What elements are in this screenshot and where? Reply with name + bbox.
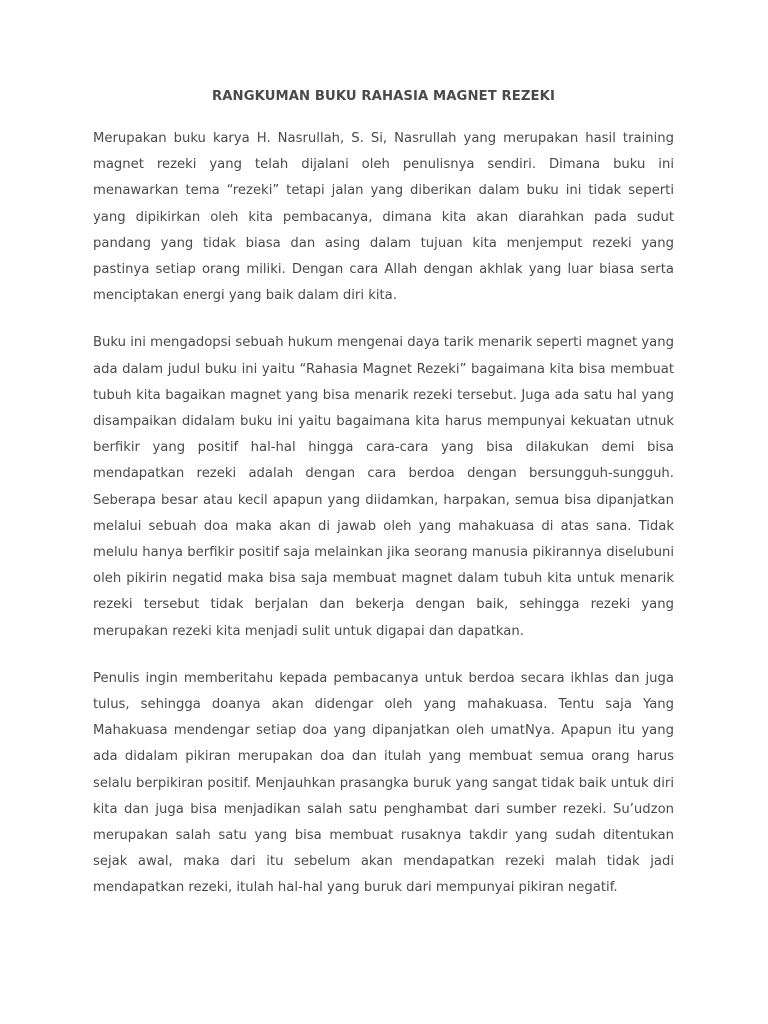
paragraph-2: Buku ini mengadopsi sebuah hukum mengenai daya tarik menarik seperti magnet yang ada dalam judul buku ini yaitu “Rahasia Magnet Rezeki” bagaimana kita bisa membuat tubuh kita bagaikan magnet yang bisa menarik rezeki tersebut. Juga ada satu hal yang disampaikan didalam buku ini yaitu bagaimana kita harus mempunyai kekuatan utnuk berfikir yang positif hal-hal hingga cara-cara yang bisa dilakukan demi bisa mendapatkan rezeki adalah dengan cara berdoa dengan bersungguh-sungguh. Seberapa besar atau kecil apapun yang diidamkan, harpakan, semua bisa dipanjatkan melalui sebuah doa maka akan di jawab oleh yang mahakuasa di atas sana. Tidak melulu hanya berfikir positif saja melainkan jika seorang manusia pikirannya diselubuni oleh pikirin negatid maka bisa saja membuat magnet dalam tubuh kita untuk menarik rezeki tersebut tidak berjalan dan bekerja dengan baik, sehingga rezeki yang merupakan rezeki kita menjadi sulit untuk digapai dan dapatkan.	[93, 335, 674, 639]
document-title: RANGKUMAN BUKU RAHASIA MAGNET REZEKI	[212, 89, 555, 104]
paragraph-1: Merupakan buku karya H. Nasrullah, S. Si, Nasrullah yang merupakan hasil training magnet rezeki yang telah dijalani oleh penulisnya sendiri. Dimana buku ini menawarkan tema “rezeki” tetapi jalan yang diberikan dalam buku ini tidak seperti yang dipikirkan oleh kita pembacanya, dimana kita akan diarahkan pada sudut pandang yang tidak biasa dan asing dalam tujuan kita menjemput rezeki yang pastinya setiap orang miliki. Dengan cara Allah dengan akhlak yang luar biasa serta menciptakan energi yang baik dalam diri kita.	[93, 131, 674, 304]
paragraph-3: Penulis ingin memberitahu kepada pembacanya untuk berdoa secara ikhlas dan juga tulus, sehingga doanya akan didengar oleh yang mahakuasa. Tentu saja Yang Mahakuasa mendengar setiap doa yang dipanjatkan oleh umatNya. Apapun itu yang ada didalam pikiran merupakan doa dan itulah yang membuat semua orang harus selalu berpikiran positif. Menjauhkan prasangka buruk yang sangat tidak baik untuk diri kita dan juga bisa menjadikan salah satu penghambat dari sumber rezeki. Su’udzon merupakan salah satu yang bisa membuat rusaknya takdir yang sudah ditentukan sejak awal, maka dari itu sebelum akan mendapatkan rezeki malah tidak jadi mendapatkan rezeki, itulah hal-hal yang buruk dari mempunyai pikiran negatif.	[93, 670, 674, 896]
document-page	[93, 86, 674, 923]
